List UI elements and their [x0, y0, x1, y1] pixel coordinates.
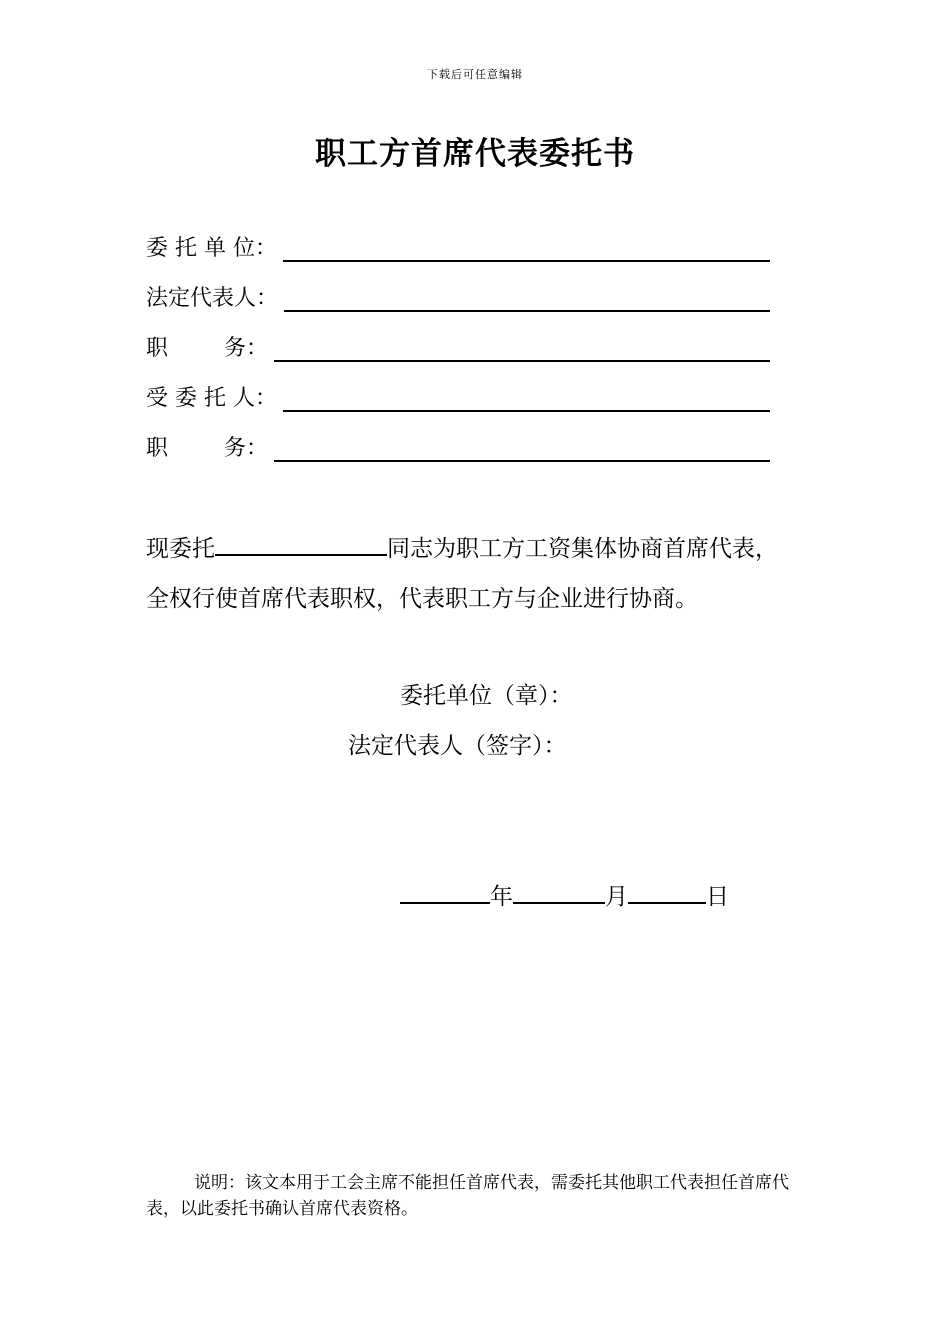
field-position-2 [146, 432, 770, 464]
body-line-1-suffix: 同志为职工方工资集体协商首席代表， [387, 536, 778, 562]
field-entrusting-unit [146, 232, 770, 264]
field-legal-representative [146, 282, 770, 314]
field-line-trustee[interactable] [283, 386, 770, 412]
field-label-position-1: 职 务： [146, 336, 268, 361]
field-line-position-2[interactable] [274, 436, 770, 462]
header-note: 下载后可任意编辑 [427, 68, 523, 81]
field-line-entrusting-unit[interactable] [283, 236, 770, 262]
year-label: 年 [490, 884, 513, 910]
field-label-legal-representative: 法定代表人： [146, 286, 279, 311]
field-label-trustee: 受 委 托 人： [146, 386, 277, 411]
day-label: 日 [706, 884, 729, 910]
field-label-position-2: 职 务： [146, 436, 268, 461]
body-line-1-prefix: 现委托 [146, 536, 215, 562]
body-line-1 [146, 532, 778, 565]
footnote: 说明：该文本用于工会主席不能担任首席代表，需委托其他职工代表担任首席代表，以此委托书确认首席代表资格。 [146, 1173, 789, 1219]
field-line-legal-representative[interactable] [284, 286, 770, 312]
unit-seal-label: 委托单位（章）： [400, 683, 573, 709]
body-line-2: 全权行使首席代表职权，代表职工方与企业进行协商。 [146, 586, 698, 612]
field-trustee [146, 382, 770, 414]
field-position-1 [146, 332, 770, 364]
year-blank[interactable] [400, 880, 490, 904]
trustee-name-blank[interactable] [215, 532, 387, 556]
month-blank[interactable] [513, 880, 605, 904]
legal-rep-signature-label: 法定代表人（签字）： [348, 733, 567, 759]
day-blank[interactable] [628, 880, 706, 904]
field-label-entrusting-unit: 委 托 单 位： [146, 236, 277, 261]
field-line-position-1[interactable] [274, 336, 770, 362]
month-label: 月 [605, 884, 628, 910]
document-title: 职工方首席代表委托书 [315, 136, 635, 172]
date-row [400, 880, 729, 913]
